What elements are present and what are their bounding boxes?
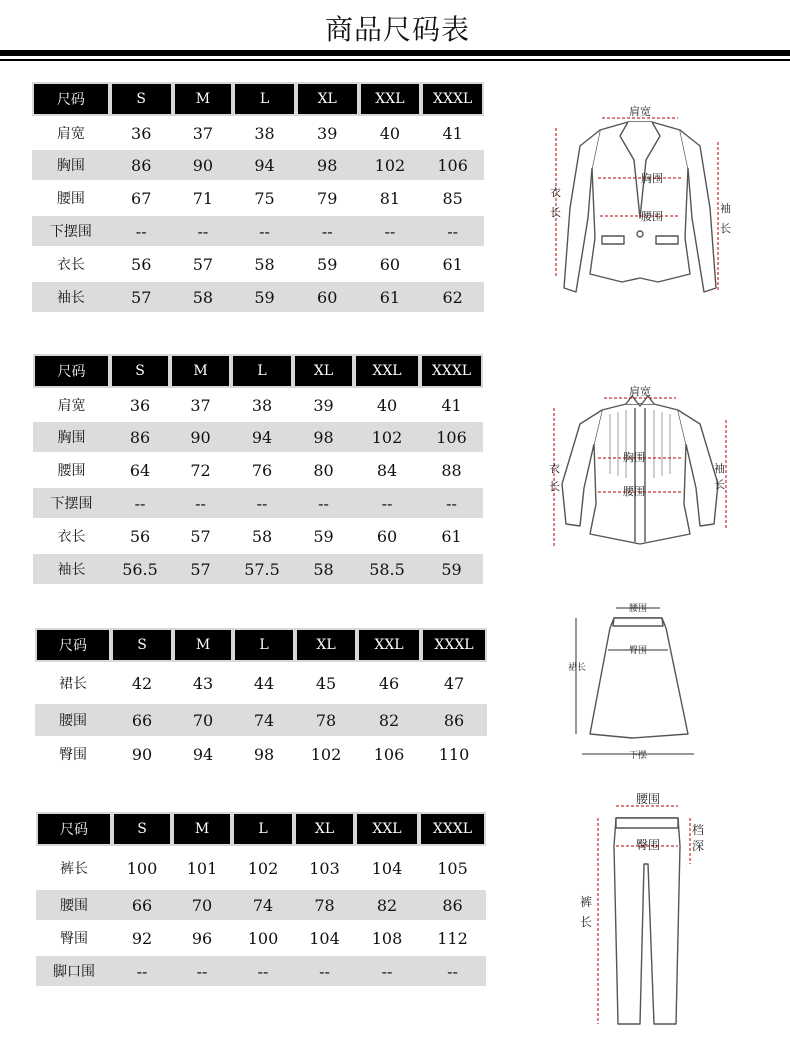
table-cell: 92 (131, 928, 153, 948)
table-cell: 86 (110, 150, 173, 180)
table-row (32, 116, 484, 150)
table-cell: 94 (231, 422, 293, 452)
header-xxl: XXL (357, 628, 421, 662)
length-label-2: 长 (550, 206, 561, 219)
length-label-2: 长 (580, 915, 593, 929)
table-cell: 45 (315, 673, 337, 693)
waist-label: 腰围 (628, 604, 648, 614)
table-cell: 64 (129, 460, 151, 480)
header-l: L (233, 628, 295, 662)
table-cell: 41 (441, 395, 462, 415)
table-cell: 46 (378, 673, 400, 693)
table-cell: 98 (296, 150, 359, 180)
size-table-skirt (35, 628, 487, 772)
table-cell: 106 (373, 744, 405, 764)
table-cell: 59 (313, 526, 334, 546)
table-cell: -- (172, 956, 232, 986)
header-xl: XL (293, 354, 354, 388)
hip-label: 臀围 (635, 838, 661, 852)
table-row (33, 388, 483, 422)
table-cell: 59 (233, 282, 296, 312)
header-m: M (173, 628, 233, 662)
table-cell: 37 (190, 395, 211, 415)
table-cell: 70 (173, 704, 233, 736)
table-cell: 78 (295, 704, 357, 736)
skirt-diagram (562, 598, 702, 764)
row-label: 脚口围 (36, 956, 112, 986)
table-cell: 70 (172, 890, 232, 920)
table-cell: -- (421, 216, 484, 246)
table-cell: 112 (437, 928, 468, 948)
rise-label-1: 档 (692, 823, 705, 837)
table-cell: 105 (437, 858, 468, 878)
table-cell: 94 (192, 744, 214, 764)
row-label: 裙长 (59, 676, 87, 692)
hip-label: 臀围 (628, 646, 648, 656)
table-cell: 36 (129, 395, 151, 415)
row-label: 腰围 (36, 890, 112, 920)
header-m: M (170, 354, 231, 388)
title-divider (0, 50, 790, 56)
table-row (35, 662, 487, 704)
row-label: 衣长 (56, 257, 85, 273)
size-table-shirt (33, 354, 483, 584)
header-s: S (111, 628, 173, 662)
table-cell: -- (293, 488, 354, 518)
table-cell: 57 (190, 526, 211, 546)
table-cell: 94 (233, 150, 296, 180)
table-cell: -- (359, 216, 422, 246)
header-xxl: XXL (359, 82, 422, 116)
table-cell: -- (233, 216, 296, 246)
length-label-2: 长 (549, 480, 560, 493)
row-label: 腰围 (57, 463, 86, 479)
row-label: 胸围 (32, 150, 110, 180)
table-cell: 40 (379, 123, 401, 143)
jacket-left-pocket (602, 236, 624, 244)
length-label-1: 衣 (550, 186, 561, 199)
header-xxl: XXL (354, 354, 420, 388)
pants-diagram (560, 784, 710, 1034)
shoulder-label: 肩宽 (629, 385, 651, 398)
header-l: L (233, 82, 296, 116)
table-cell: 43 (192, 673, 214, 693)
table-cell: 79 (317, 188, 338, 208)
header-xxxl: XXXL (421, 628, 487, 662)
table-cell: 47 (443, 673, 465, 693)
length-label: 裙长 (568, 663, 587, 673)
table-cell: 56 (129, 526, 151, 546)
table-cell: 84 (376, 460, 398, 480)
table-cell: 103 (309, 858, 340, 878)
table-cell: -- (231, 488, 293, 518)
header-m: M (172, 812, 232, 846)
table-cell: 78 (294, 890, 355, 920)
size-table-jacket (32, 82, 484, 312)
table-cell: 90 (170, 422, 231, 452)
table-cell: 58 (254, 254, 275, 274)
table-row (32, 246, 484, 282)
table-cell: 86 (110, 422, 170, 452)
length-label-1: 裤 (580, 895, 593, 909)
row-label: 臀围 (60, 931, 88, 947)
table-cell: -- (294, 956, 355, 986)
table-cell: -- (296, 216, 359, 246)
table-cell: 102 (310, 744, 342, 764)
sleeve-label-1: 袖 (720, 202, 731, 215)
table-cell: 81 (379, 188, 401, 208)
sleeve-label-2: 长 (714, 478, 725, 491)
table-cell: 82 (355, 890, 419, 920)
table-cell: 60 (379, 254, 401, 274)
table-cell: 58 (293, 554, 354, 584)
table-cell: 39 (313, 395, 334, 415)
table-cell: 98 (293, 422, 354, 452)
header-m: M (173, 82, 234, 116)
table-cell: 102 (247, 858, 279, 878)
table-cell: -- (354, 488, 420, 518)
table-cell: 60 (376, 526, 398, 546)
row-label: 下摆围 (33, 488, 110, 518)
table-cell: 57.5 (231, 554, 293, 584)
table-cell: 36 (131, 123, 152, 143)
row-label: 胸围 (33, 422, 110, 452)
table-cell: 40 (376, 395, 398, 415)
table-cell: -- (173, 216, 234, 246)
table-cell: -- (112, 956, 172, 986)
page-title: 商品尺码表 (324, 13, 470, 46)
table-cell: 56 (131, 254, 152, 274)
table-cell: 88 (441, 460, 462, 480)
skirt-body (590, 618, 688, 738)
table-cell: -- (110, 488, 170, 518)
header-size: 尺码 (32, 82, 110, 116)
table-row (35, 736, 487, 772)
table-cell: 38 (251, 395, 273, 415)
row-label: 袖长 (32, 282, 110, 312)
row-label: 袖长 (33, 554, 110, 584)
table-cell: 86 (421, 704, 487, 736)
row-label: 肩宽 (56, 126, 85, 142)
row-label: 腰围 (56, 191, 85, 207)
table-cell: 80 (313, 460, 334, 480)
table-cell: 60 (296, 282, 359, 312)
table-cell: 58 (251, 526, 273, 546)
size-table-pants (36, 812, 486, 986)
header-xl: XL (294, 812, 355, 846)
table-cell: 37 (192, 123, 214, 143)
table-row (33, 422, 483, 452)
table-cell: 76 (251, 460, 273, 480)
table-row (35, 704, 487, 736)
table-row (32, 216, 484, 246)
skirt-waistband (613, 618, 663, 626)
table-cell: 74 (233, 704, 295, 736)
table-cell: -- (232, 956, 294, 986)
table-cell: 104 (371, 858, 403, 878)
table-cell: 67 (131, 188, 152, 208)
table-cell: 102 (354, 422, 420, 452)
hem-label: 下摆 (628, 751, 648, 761)
rise-label-2: 深 (692, 839, 705, 853)
table-cell: 102 (359, 150, 422, 180)
header-s: S (112, 812, 172, 846)
header-l: L (232, 812, 294, 846)
header-xxxl: XXXL (419, 812, 486, 846)
table-cell: 42 (131, 673, 153, 693)
table-row (33, 518, 483, 554)
table-cell: 110 (438, 744, 470, 764)
table-cell: 58.5 (354, 554, 420, 584)
table-cell: -- (419, 956, 486, 986)
table-cell: 90 (173, 150, 234, 180)
row-label: 裤长 (60, 861, 88, 877)
pants-waistband (616, 818, 678, 828)
table-row (32, 180, 484, 216)
table-cell: 82 (357, 704, 421, 736)
header-size: 尺码 (36, 812, 112, 846)
table-cell: 61 (441, 526, 462, 546)
table-cell: 100 (126, 858, 158, 878)
table-cell: 96 (191, 928, 213, 948)
table-cell: 62 (421, 282, 484, 312)
table-cell: 108 (371, 928, 403, 948)
chest-label: 胸围 (623, 451, 645, 464)
jacket-button (637, 231, 643, 237)
row-label: 肩宽 (57, 398, 86, 414)
table-row (36, 956, 486, 986)
header-xxl: XXL (355, 812, 419, 846)
header-size: 尺码 (33, 354, 110, 388)
table-cell: 86 (419, 890, 486, 920)
table-row (36, 890, 486, 920)
row-label: 腰围 (35, 704, 111, 736)
table-cell: 66 (111, 704, 173, 736)
table-cell: 101 (186, 858, 218, 878)
table-cell: -- (170, 488, 231, 518)
table-cell: 106 (420, 422, 483, 452)
header-xxxl: XXXL (421, 82, 484, 116)
header-l: L (231, 354, 293, 388)
table-cell: 85 (442, 188, 463, 208)
table-cell: 106 (421, 150, 484, 180)
table-cell: 74 (232, 890, 294, 920)
table-cell: 56.5 (110, 554, 170, 584)
header-xl: XL (296, 82, 359, 116)
table-cell: -- (110, 216, 173, 246)
table-cell: 44 (253, 673, 275, 693)
table-cell: 38 (254, 123, 275, 143)
table-cell: 71 (192, 188, 214, 208)
table-cell: 39 (317, 123, 338, 143)
table-cell: -- (420, 488, 483, 518)
sleeve-label-2: 长 (720, 222, 731, 235)
header-xxxl: XXXL (420, 354, 483, 388)
table-row (33, 488, 483, 518)
table-cell: 100 (247, 928, 279, 948)
table-cell: 57 (192, 254, 214, 274)
header-xl: XL (295, 628, 357, 662)
table-row (36, 846, 486, 890)
table-cell: 66 (112, 890, 172, 920)
table-row (32, 150, 484, 180)
table-cell: 61 (359, 282, 422, 312)
waist-label: 腰围 (641, 210, 663, 223)
table-cell: 57 (110, 282, 173, 312)
jacket-diagram (540, 98, 740, 310)
row-label: 衣长 (57, 529, 86, 545)
row-label: 下摆围 (32, 216, 110, 246)
header-size: 尺码 (35, 628, 111, 662)
shirt-diagram (540, 384, 740, 556)
table-cell: 58 (173, 282, 234, 312)
table-cell: 98 (253, 744, 275, 764)
waist-label: 腰围 (635, 792, 661, 806)
table-cell: 104 (309, 928, 340, 948)
shoulder-label: 肩宽 (629, 105, 651, 118)
shirt-body (590, 404, 690, 544)
table-row (36, 920, 486, 956)
table-cell: 75 (254, 188, 275, 208)
table-row (32, 282, 484, 312)
length-label-1: 衣 (549, 462, 560, 475)
table-cell: -- (355, 956, 419, 986)
row-label: 臀围 (59, 747, 87, 763)
sleeve-label-1: 袖 (714, 462, 725, 475)
chest-label: 胸围 (641, 172, 663, 185)
table-row (33, 452, 483, 488)
table-cell: 57 (170, 554, 231, 584)
table-cell: 59 (317, 254, 338, 274)
header-s: S (110, 354, 170, 388)
table-cell: 59 (420, 554, 483, 584)
table-cell: 41 (442, 123, 463, 143)
title-divider-thin (0, 59, 790, 61)
jacket-right-pocket (656, 236, 678, 244)
waist-label: 腰围 (623, 485, 645, 498)
header-s: S (110, 82, 173, 116)
table-row (33, 554, 483, 584)
table-cell: 90 (131, 744, 153, 764)
table-cell: 72 (190, 460, 211, 480)
table-cell: 61 (442, 254, 463, 274)
